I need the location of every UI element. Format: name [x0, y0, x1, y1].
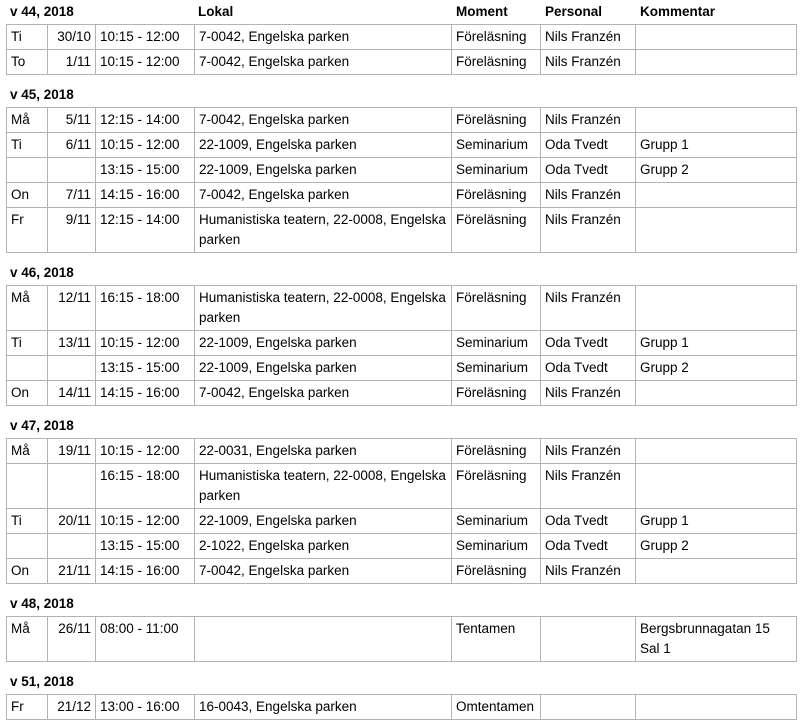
room-cell: 22-1009, Engelska parken	[195, 158, 452, 183]
staff-cell: Nils Franzén	[541, 50, 636, 75]
time-cell: 16:15 - 18:00	[96, 464, 195, 509]
table-row	[7, 464, 797, 509]
table-row	[7, 25, 797, 50]
time-cell: 12:15 - 14:00	[96, 108, 195, 133]
room-cell: 2-1022, Engelska parken	[195, 534, 452, 559]
time-cell: 10:15 - 12:00	[96, 331, 195, 356]
room-cell: 7-0042, Engelska parken	[195, 25, 452, 50]
moment-cell: Föreläsning	[452, 439, 541, 464]
date-cell: 13/11	[48, 331, 96, 356]
comment-cell	[636, 208, 797, 253]
week-heading	[6, 83, 796, 107]
moment-cell: Föreläsning	[452, 25, 541, 50]
comment-cell	[636, 183, 797, 208]
room-cell: 22-1009, Engelska parken	[195, 509, 452, 534]
comment-cell	[636, 439, 797, 464]
week-title: v 45, 2018	[10, 87, 74, 102]
staff-cell: Nils Franzén	[541, 381, 636, 406]
moment-cell: Seminarium	[452, 331, 541, 356]
week-title: v 47, 2018	[10, 418, 74, 433]
room-cell: 22-1009, Engelska parken	[195, 133, 452, 158]
moment-cell: Föreläsning	[452, 108, 541, 133]
moment-cell: Föreläsning	[452, 50, 541, 75]
week-table	[6, 438, 797, 584]
day-cell: Fr	[7, 695, 48, 720]
comment-cell: Grupp 1	[636, 331, 797, 356]
day-cell: Ti	[7, 25, 48, 50]
day-cell: To	[7, 50, 48, 75]
table-row	[7, 158, 797, 183]
staff-cell: Nils Franzén	[541, 183, 636, 208]
day-cell: Ti	[7, 331, 48, 356]
table-row	[7, 183, 797, 208]
table-row	[7, 50, 797, 75]
comment-cell: Grupp 1	[636, 509, 797, 534]
comment-cell	[636, 464, 797, 509]
week-heading	[6, 261, 796, 285]
staff-cell: Oda Tvedt	[541, 158, 636, 183]
staff-cell: Nils Franzén	[541, 464, 636, 509]
table-row	[7, 108, 797, 133]
time-cell: 14:15 - 16:00	[96, 183, 195, 208]
table-row	[7, 439, 797, 464]
moment-cell: Tentamen	[452, 617, 541, 662]
comment-cell	[636, 381, 797, 406]
staff-cell: Nils Franzén	[541, 439, 636, 464]
room-cell: 7-0042, Engelska parken	[195, 381, 452, 406]
day-cell: Må	[7, 108, 48, 133]
date-cell: 12/11	[48, 286, 96, 331]
day-cell	[7, 158, 48, 183]
week-table	[6, 24, 797, 75]
room-cell: 22-1009, Engelska parken	[195, 331, 452, 356]
day-cell: Ti	[7, 509, 48, 534]
time-cell: 10:15 - 12:00	[96, 509, 195, 534]
date-cell: 7/11	[48, 183, 96, 208]
day-cell: Må	[7, 439, 48, 464]
room-cell: 22-0031, Engelska parken	[195, 439, 452, 464]
room-cell: Humanistiska teatern, 22-0008, Engelska parken	[195, 464, 452, 509]
time-cell: 13:15 - 15:00	[96, 356, 195, 381]
time-cell: 13:00 - 16:00	[96, 695, 195, 720]
day-cell: Må	[7, 286, 48, 331]
moment-cell: Föreläsning	[452, 208, 541, 253]
week-table	[6, 285, 797, 406]
day-cell: On	[7, 183, 48, 208]
time-cell: 10:15 - 12:00	[96, 439, 195, 464]
time-cell: 13:15 - 15:00	[96, 534, 195, 559]
comment-cell	[636, 108, 797, 133]
table-row	[7, 208, 797, 253]
date-cell: 21/12	[48, 695, 96, 720]
room-cell: 7-0042, Engelska parken	[195, 50, 452, 75]
staff-cell: Nils Franzén	[541, 25, 636, 50]
moment-cell: Föreläsning	[452, 286, 541, 331]
date-cell: 30/10	[48, 25, 96, 50]
column-header-moment: Moment	[456, 4, 508, 19]
time-cell: 14:15 - 16:00	[96, 381, 195, 406]
date-cell	[48, 464, 96, 509]
comment-cell	[636, 25, 797, 50]
comment-cell: Bergsbrunnagatan 15 Sal 1	[636, 617, 797, 662]
comment-cell: Grupp 1	[636, 133, 797, 158]
date-cell: 1/11	[48, 50, 96, 75]
date-cell: 21/11	[48, 559, 96, 584]
date-cell	[48, 158, 96, 183]
date-cell: 6/11	[48, 133, 96, 158]
staff-cell: Nils Franzén	[541, 208, 636, 253]
comment-cell	[636, 50, 797, 75]
moment-cell: Omtentamen	[452, 695, 541, 720]
table-row	[7, 356, 797, 381]
week-heading	[6, 414, 796, 438]
moment-cell: Seminarium	[452, 356, 541, 381]
moment-cell: Föreläsning	[452, 183, 541, 208]
date-cell: 26/11	[48, 617, 96, 662]
staff-cell: Oda Tvedt	[541, 509, 636, 534]
week-heading	[6, 670, 796, 694]
week-table	[6, 694, 797, 720]
room-cell: 16-0043, Engelska parken	[195, 695, 452, 720]
week-title: v 51, 2018	[10, 674, 74, 689]
time-cell: 10:15 - 12:00	[96, 133, 195, 158]
date-cell: 20/11	[48, 509, 96, 534]
day-cell	[7, 534, 48, 559]
time-cell: 12:15 - 14:00	[96, 208, 195, 253]
week-heading	[6, 0, 796, 24]
moment-cell: Föreläsning	[452, 559, 541, 584]
column-header-comment: Kommentar	[640, 4, 716, 19]
day-cell: Må	[7, 617, 48, 662]
day-cell	[7, 356, 48, 381]
day-cell	[7, 464, 48, 509]
date-cell: 19/11	[48, 439, 96, 464]
time-cell: 13:15 - 15:00	[96, 158, 195, 183]
table-row	[7, 331, 797, 356]
time-cell: 10:15 - 12:00	[96, 25, 195, 50]
week-heading	[6, 592, 796, 616]
time-cell: 10:15 - 12:00	[96, 50, 195, 75]
week-table	[6, 616, 797, 662]
room-cell: 7-0042, Engelska parken	[195, 559, 452, 584]
room-cell: 22-1009, Engelska parken	[195, 356, 452, 381]
table-row	[7, 286, 797, 331]
comment-cell: Grupp 2	[636, 356, 797, 381]
week-title: v 48, 2018	[10, 596, 74, 611]
comment-cell	[636, 695, 797, 720]
room-cell: Humanistiska teatern, 22-0008, Engelska parken	[195, 286, 452, 331]
table-row	[7, 381, 797, 406]
table-row	[7, 534, 797, 559]
table-row	[7, 559, 797, 584]
date-cell: 5/11	[48, 108, 96, 133]
room-cell: Humanistiska teatern, 22-0008, Engelska parken	[195, 208, 452, 253]
table-row	[7, 695, 797, 720]
staff-cell: Nils Franzén	[541, 108, 636, 133]
date-cell	[48, 534, 96, 559]
date-cell: 9/11	[48, 208, 96, 253]
table-row	[7, 617, 797, 662]
time-cell: 14:15 - 16:00	[96, 559, 195, 584]
moment-cell: Seminarium	[452, 509, 541, 534]
comment-cell: Grupp 2	[636, 534, 797, 559]
comment-cell: Grupp 2	[636, 158, 797, 183]
date-cell	[48, 356, 96, 381]
table-row	[7, 133, 797, 158]
staff-cell	[541, 695, 636, 720]
day-cell: On	[7, 381, 48, 406]
staff-cell	[541, 617, 636, 662]
week-title: v 46, 2018	[10, 265, 74, 280]
week-table	[6, 107, 797, 253]
moment-cell: Föreläsning	[452, 464, 541, 509]
room-cell: 7-0042, Engelska parken	[195, 183, 452, 208]
staff-cell: Nils Franzén	[541, 286, 636, 331]
moment-cell: Seminarium	[452, 158, 541, 183]
week-title: v 44, 2018	[10, 4, 74, 19]
date-cell: 14/11	[48, 381, 96, 406]
moment-cell: Seminarium	[452, 133, 541, 158]
time-cell: 16:15 - 18:00	[96, 286, 195, 331]
schedule	[6, 0, 796, 720]
moment-cell: Föreläsning	[452, 381, 541, 406]
column-header-staff: Personal	[545, 4, 603, 19]
moment-cell: Seminarium	[452, 534, 541, 559]
comment-cell	[636, 286, 797, 331]
staff-cell: Oda Tvedt	[541, 133, 636, 158]
staff-cell: Nils Franzén	[541, 559, 636, 584]
day-cell: Fr	[7, 208, 48, 253]
table-row	[7, 509, 797, 534]
day-cell: On	[7, 559, 48, 584]
staff-cell: Oda Tvedt	[541, 356, 636, 381]
staff-cell: Oda Tvedt	[541, 534, 636, 559]
day-cell: Ti	[7, 133, 48, 158]
time-cell: 08:00 - 11:00	[96, 617, 195, 662]
column-header-room: Lokal	[198, 4, 234, 19]
staff-cell: Oda Tvedt	[541, 331, 636, 356]
comment-cell	[636, 559, 797, 584]
room-cell: 7-0042, Engelska parken	[195, 108, 452, 133]
room-cell	[195, 617, 452, 662]
